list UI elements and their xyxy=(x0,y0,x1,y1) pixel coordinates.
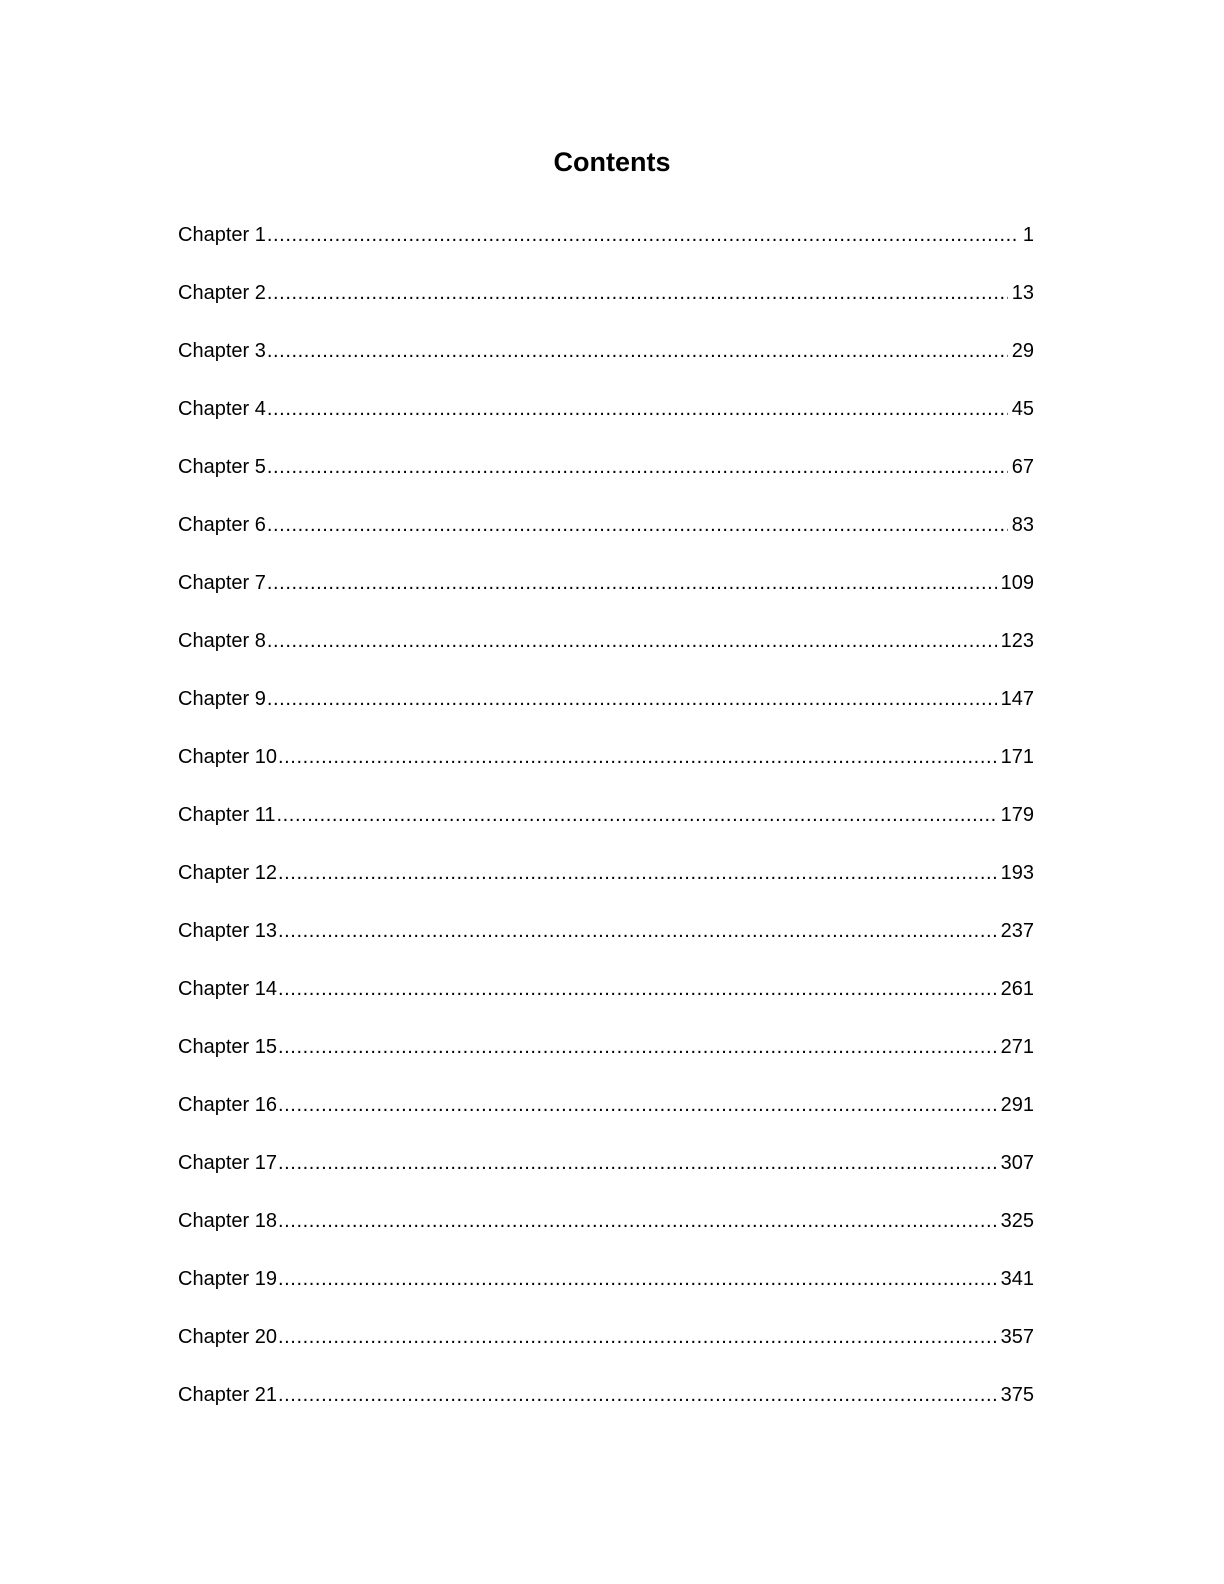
toc-entry[interactable] xyxy=(178,334,1034,392)
toc-dot-leader xyxy=(267,392,1008,426)
toc-entry[interactable] xyxy=(178,856,1034,914)
toc-entry-label: Chapter 14 xyxy=(178,978,277,1000)
toc-dot-leader xyxy=(267,218,1019,252)
toc-dot-leader xyxy=(278,1088,997,1122)
toc-dot-leader xyxy=(267,276,1008,310)
toc-entry-label: Chapter 15 xyxy=(178,1036,277,1058)
page-title: Contents xyxy=(553,147,671,177)
toc-entry-page-number: 179 xyxy=(1000,804,1034,826)
toc-entry-label: Chapter 10 xyxy=(178,746,277,768)
toc-entry-label: Chapter 9 xyxy=(178,688,266,710)
toc-entry-page-number: 67 xyxy=(1011,456,1034,478)
toc-entry[interactable] xyxy=(178,624,1034,682)
toc-entry[interactable] xyxy=(178,1146,1034,1204)
toc-dot-leader xyxy=(278,740,997,774)
toc-entry-label: Chapter 11 xyxy=(178,804,276,826)
toc-dot-leader xyxy=(278,1146,997,1180)
toc-entry-label: Chapter 5 xyxy=(178,456,266,478)
toc-entry[interactable] xyxy=(178,1204,1034,1262)
toc-entry-page-number: 83 xyxy=(1011,514,1034,536)
toc-dot-leader xyxy=(276,798,996,832)
table-of-contents xyxy=(178,218,1034,1436)
toc-entry-label: Chapter 6 xyxy=(178,514,266,536)
toc-entry-label: Chapter 13 xyxy=(178,920,277,942)
toc-entry-label: Chapter 7 xyxy=(178,572,266,594)
toc-entry-page-number: 109 xyxy=(1000,572,1034,594)
toc-entry-label: Chapter 17 xyxy=(178,1152,277,1174)
toc-entry[interactable] xyxy=(178,1320,1034,1378)
toc-entry-label: Chapter 4 xyxy=(178,398,266,420)
toc-dot-leader xyxy=(278,1262,997,1296)
toc-dot-leader xyxy=(267,624,997,658)
toc-dot-leader xyxy=(267,450,1008,484)
toc-entry-label: Chapter 1 xyxy=(178,224,266,246)
toc-dot-leader xyxy=(267,508,1008,542)
toc-entry-page-number: 341 xyxy=(1000,1268,1034,1290)
toc-entry[interactable] xyxy=(178,1088,1034,1146)
toc-entry[interactable] xyxy=(178,1030,1034,1088)
toc-dot-leader xyxy=(278,1378,997,1412)
toc-entry-page-number: 307 xyxy=(1000,1152,1034,1174)
toc-dot-leader xyxy=(267,566,997,600)
toc-entry-page-number: 45 xyxy=(1011,398,1034,420)
toc-entry-label: Chapter 18 xyxy=(178,1210,277,1232)
toc-dot-leader xyxy=(278,914,997,948)
toc-entry-page-number: 193 xyxy=(1000,862,1034,884)
toc-entry-label: Chapter 16 xyxy=(178,1094,277,1116)
toc-entry[interactable] xyxy=(178,218,1034,276)
toc-entry[interactable] xyxy=(178,972,1034,1030)
toc-dot-leader xyxy=(278,972,997,1006)
toc-entry[interactable] xyxy=(178,1262,1034,1320)
toc-entry-page-number: 375 xyxy=(1000,1384,1034,1406)
toc-dot-leader xyxy=(278,1204,997,1238)
toc-entry-label: Chapter 19 xyxy=(178,1268,277,1290)
toc-entry[interactable] xyxy=(178,798,1034,856)
toc-dot-leader xyxy=(278,1030,997,1064)
toc-entry-page-number: 171 xyxy=(1000,746,1034,768)
toc-entry[interactable] xyxy=(178,392,1034,450)
toc-entry[interactable] xyxy=(178,1378,1034,1436)
toc-entry[interactable] xyxy=(178,450,1034,508)
toc-entry-page-number: 29 xyxy=(1011,340,1034,362)
toc-dot-leader xyxy=(278,856,997,890)
toc-entry-label: Chapter 21 xyxy=(178,1384,277,1406)
toc-entry-label: Chapter 2 xyxy=(178,282,266,304)
toc-dot-leader xyxy=(267,682,997,716)
toc-entry-page-number: 271 xyxy=(1000,1036,1034,1058)
toc-entry-page-number: 1 xyxy=(1022,224,1034,246)
toc-entry-label: Chapter 8 xyxy=(178,630,266,652)
toc-entry-page-number: 147 xyxy=(1000,688,1034,710)
toc-entry[interactable] xyxy=(178,740,1034,798)
toc-entry[interactable] xyxy=(178,276,1034,334)
toc-entry[interactable] xyxy=(178,682,1034,740)
toc-entry[interactable] xyxy=(178,914,1034,972)
toc-entry-label: Chapter 12 xyxy=(178,862,277,884)
toc-entry-label: Chapter 3 xyxy=(178,340,266,362)
toc-entry-label: Chapter 20 xyxy=(178,1326,277,1348)
toc-entry-page-number: 357 xyxy=(1000,1326,1034,1348)
toc-entry[interactable] xyxy=(178,566,1034,624)
toc-entry[interactable] xyxy=(178,508,1034,566)
toc-dot-leader xyxy=(267,334,1008,368)
toc-entry-page-number: 291 xyxy=(1000,1094,1034,1116)
toc-entry-page-number: 237 xyxy=(1000,920,1034,942)
toc-dot-leader xyxy=(278,1320,997,1354)
toc-entry-page-number: 13 xyxy=(1011,282,1034,304)
toc-entry-page-number: 261 xyxy=(1000,978,1034,1000)
toc-entry-page-number: 325 xyxy=(1000,1210,1034,1232)
toc-entry-page-number: 123 xyxy=(1000,630,1034,652)
